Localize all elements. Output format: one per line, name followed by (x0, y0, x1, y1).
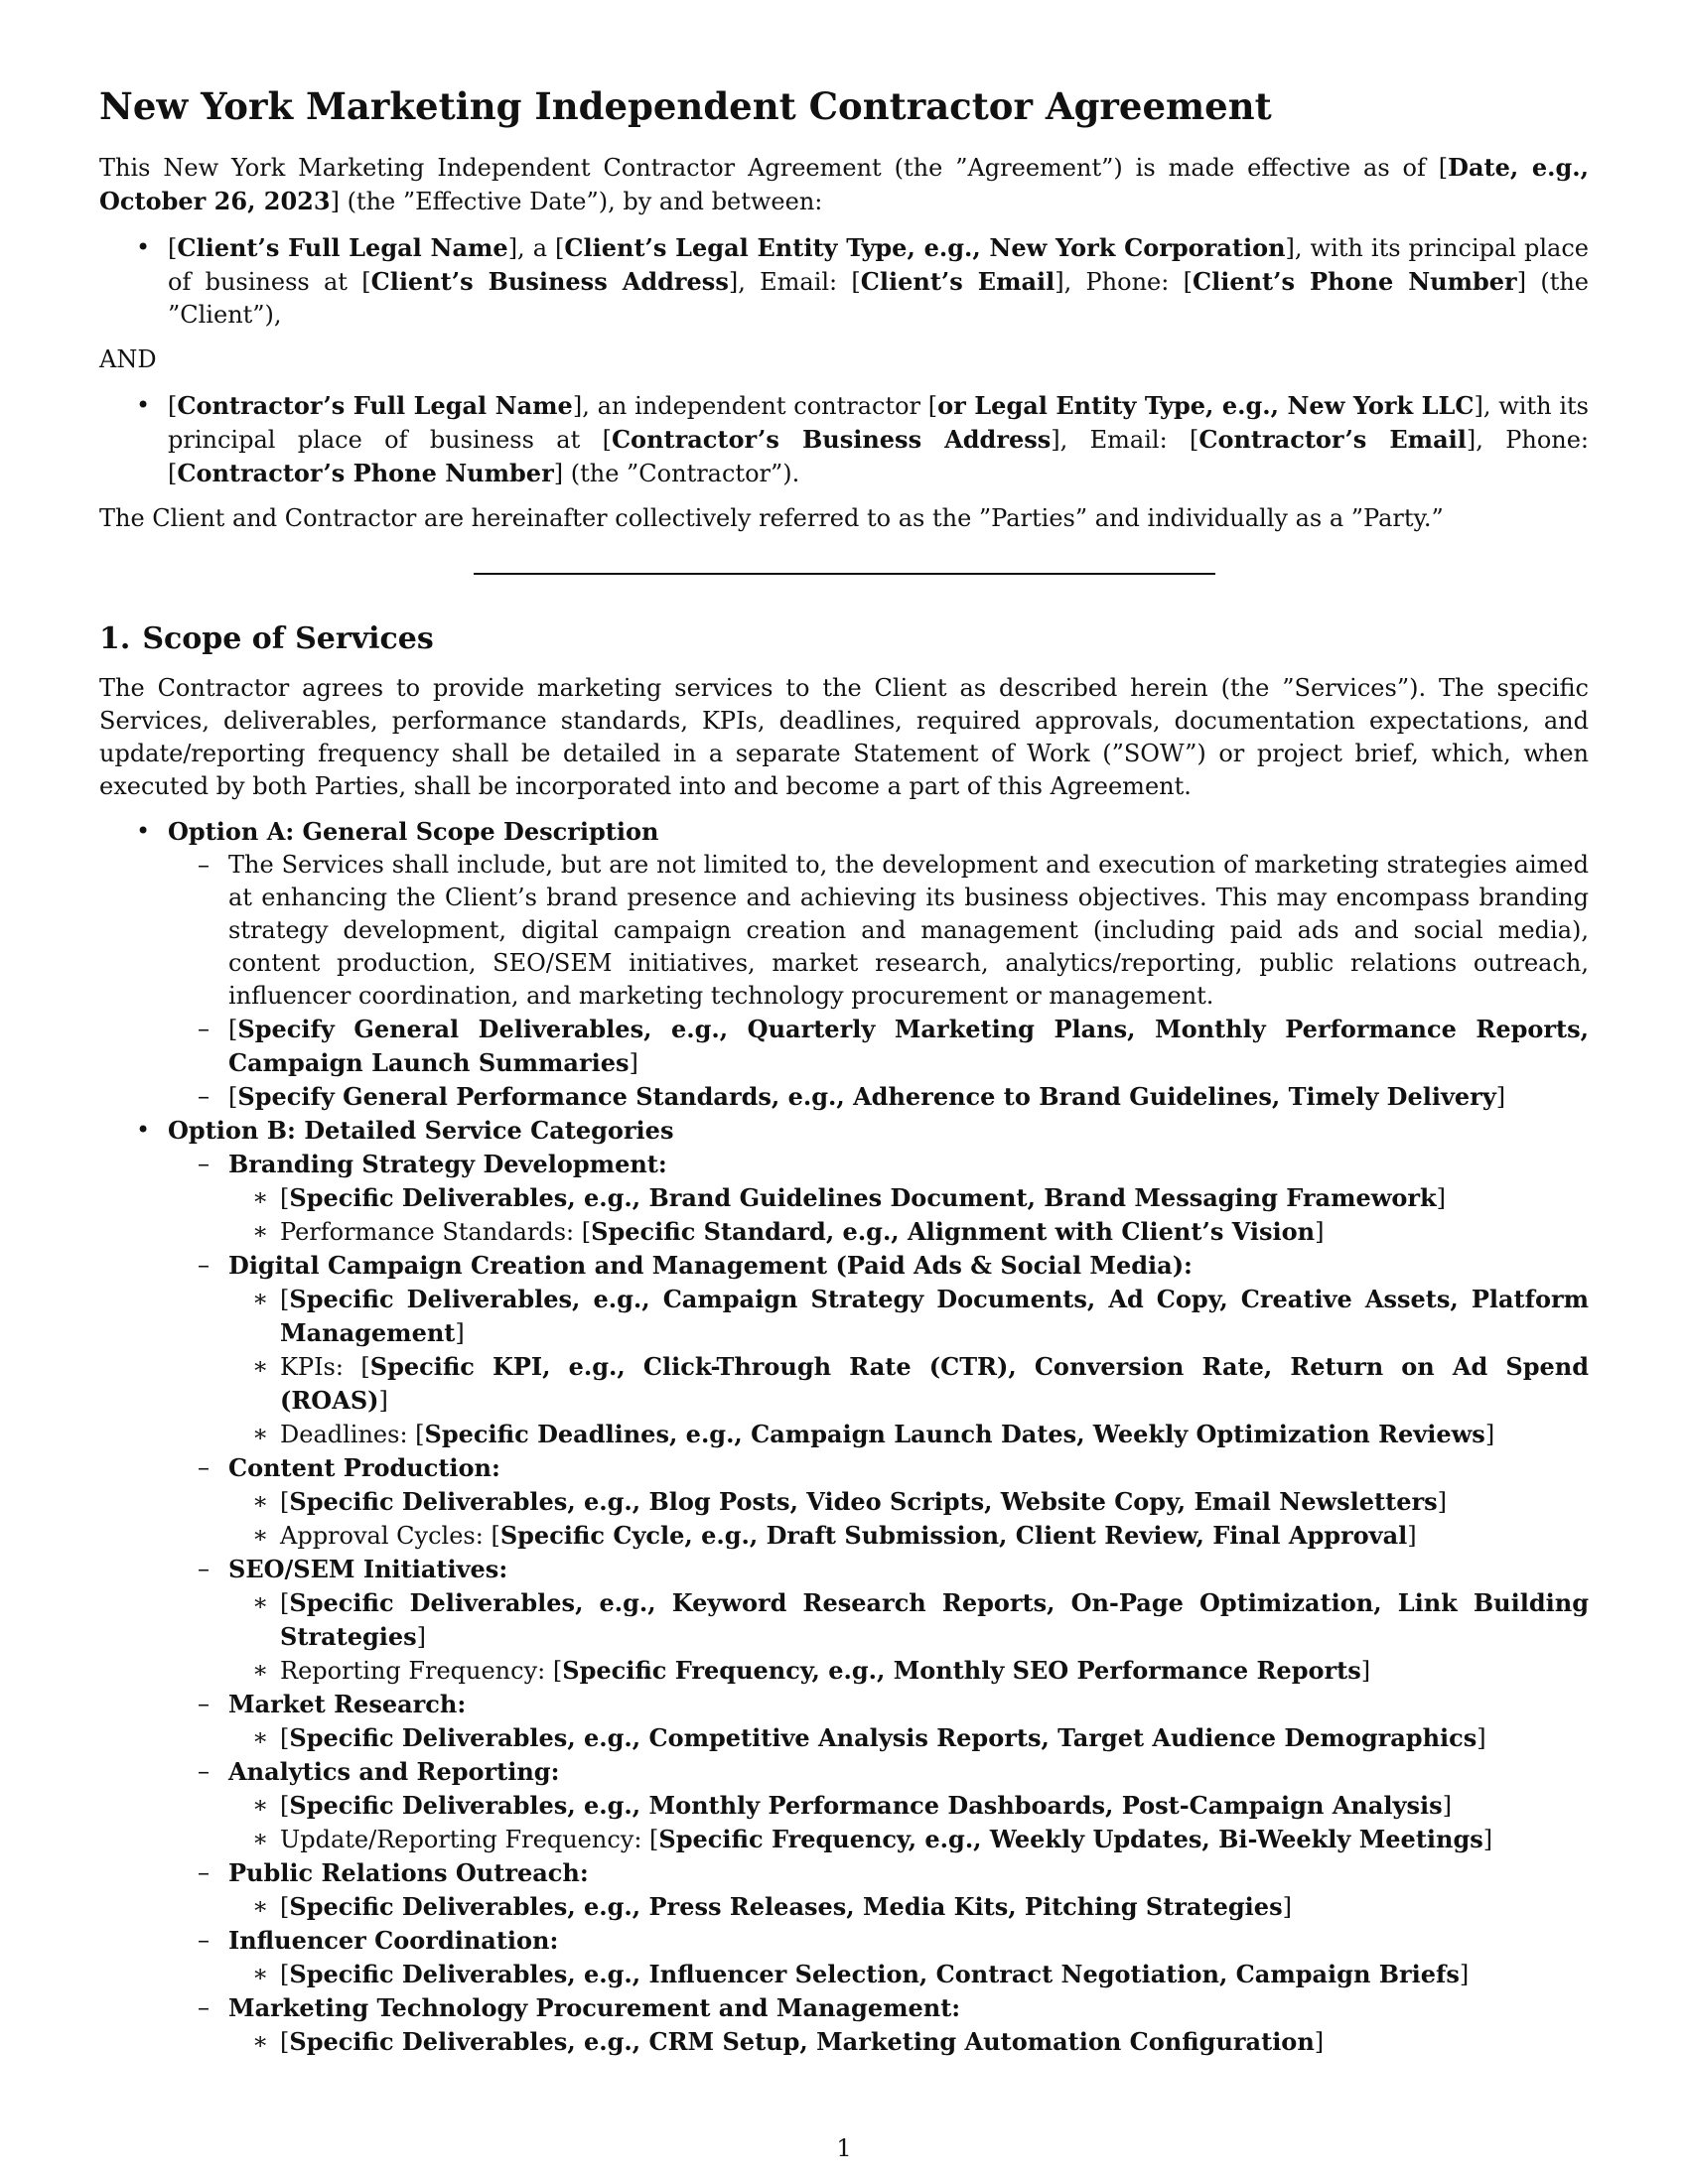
item-label: Reporting Frequency: (280, 1657, 553, 1685)
placeholder: Specific Frequency, e.g., Monthly SEO Performance Reports (562, 1656, 1361, 1685)
open-bracket: [ (280, 1961, 290, 1988)
star-marker: ∗ (252, 1960, 269, 1987)
category-title: Analytics and Reporting: (228, 1757, 560, 1786)
placeholder: Specify General Performance Standards, e.g., Adherence to Brand Guidelines, Timely Delivery (237, 1082, 1496, 1111)
category-branding (168, 1148, 1589, 1249)
contractor-party-list (99, 389, 1589, 490)
close-bracket: ] (1315, 1218, 1325, 1246)
placeholder: Specific Deliverables, e.g., Press Releases, Media Kits, Pitching Strategies (289, 1892, 1283, 1921)
open-bracket: [ (228, 1016, 238, 1043)
placeholder: Specific Deliverables, e.g., Competitive Analysis Reports, Target Audience Demographics (289, 1723, 1477, 1752)
intro-paragraph (99, 151, 1589, 218)
category-items (228, 1789, 1589, 1856)
category-digital (168, 1249, 1589, 1451)
bullet-marker: • (136, 817, 151, 845)
text-fragment: ], a [ (507, 234, 565, 262)
category-items (228, 1485, 1589, 1553)
effective-date-placeholder: Date, e.g., October 26, 2023 (99, 153, 1590, 215)
list-item (228, 1890, 1589, 1924)
section-title: Scope of Services (142, 621, 434, 656)
close-bracket: ] (416, 1623, 427, 1651)
category-items (228, 1181, 1589, 1249)
star-marker: ∗ (252, 1183, 269, 1211)
open-bracket: [ (415, 1421, 425, 1448)
dash-marker: – (198, 1757, 210, 1785)
list-item (228, 1586, 1589, 1654)
close-bracket: ] (1360, 1657, 1371, 1685)
category-content (168, 1451, 1589, 1553)
text-fragment: ] (the ”Contractor”). (553, 460, 800, 487)
client-name-placeholder: Client’s Full Legal Name (177, 233, 508, 262)
category-items (228, 1958, 1589, 1991)
close-bracket: ] (1436, 1184, 1447, 1212)
close-bracket: ] (1437, 1488, 1448, 1516)
list-item (228, 1789, 1589, 1823)
placeholder: Specific Deadlines, e.g., Campaign Launch Dates, Weekly Optimization Reviews (424, 1420, 1485, 1448)
list-item (228, 1181, 1589, 1215)
close-bracket: ] (378, 1387, 388, 1415)
category-items (228, 1890, 1589, 1924)
open-bracket: [ (280, 1724, 290, 1752)
category-title: Digital Campaign Creation and Management (Paid Ads & Social Media): (228, 1251, 1193, 1280)
list-item (228, 1350, 1589, 1418)
item-label: Performance Standards: (280, 1218, 582, 1246)
text-fragment: ], Email: [ (1051, 426, 1199, 454)
option-b (99, 1114, 1589, 2059)
open-bracket: [ (552, 1657, 563, 1685)
star-marker: ∗ (252, 1723, 269, 1751)
option-a-description: The Services shall include, but are not limited to, the development and execution of marketing strategies aimed at enhancing the Client’s brand presence and achieving its business objectives. This may encompass branding strategy development, digital campaign creation and management (including paid ads and social media), content production, SEO/SEM initiatives, market research, analytics/reporting, public relations outreach, influencer coordination, and marketing technology procurement or management. (228, 851, 1589, 1010)
contractor-address-placeholder: Contractor’s Business Address (611, 425, 1052, 454)
close-bracket: ] (1495, 1083, 1506, 1111)
open-bracket: [ (280, 1184, 290, 1212)
text-fragment: ], with its principal place of business at [ (168, 392, 1589, 454)
contractor-name-placeholder: Contractor’s Full Legal Name (177, 391, 573, 420)
star-marker: ∗ (252, 1420, 269, 1447)
category-martech (168, 1991, 1589, 2059)
list-item (228, 2025, 1589, 2059)
category-seo (168, 1553, 1589, 1688)
text-fragment: [ (168, 234, 178, 262)
list-item (228, 1721, 1589, 1755)
client-address-placeholder: Client’s Business Address (370, 267, 729, 296)
star-marker: ∗ (252, 2027, 269, 2055)
dash-marker: – (198, 1150, 210, 1177)
client-party (99, 231, 1589, 332)
category-items (228, 2025, 1589, 2059)
star-marker: ∗ (252, 1825, 269, 1852)
placeholder: Specific Frequency, e.g., Weekly Updates, Bi-Weekly Meetings (658, 1825, 1483, 1853)
star-marker: ∗ (252, 1521, 269, 1549)
section-heading (99, 620, 1589, 658)
page-number: 1 (836, 2134, 852, 2162)
item-label: KPIs: (280, 1353, 361, 1381)
horizontal-rule (474, 573, 1215, 575)
list-item (168, 849, 1589, 1013)
contractor-entity-placeholder: or Legal Entity Type, e.g., New York LLC (937, 391, 1475, 420)
text-fragment: ], an independent contractor [ (572, 392, 938, 420)
option-a (99, 815, 1589, 1114)
open-bracket: [ (228, 1083, 238, 1111)
option-a-title: Option A: General Scope Description (168, 817, 659, 846)
placeholder: Specific Deliverables, e.g., Influencer Selection, Contract Negotiation, Campaign Briefs (289, 1960, 1460, 1988)
open-bracket: [ (280, 1893, 290, 1921)
intro-text-end: ] (the ”Effective Date”), by and between: (330, 188, 823, 215)
close-bracket: ] (455, 1319, 465, 1347)
list-item (228, 1283, 1589, 1350)
list-item (228, 1519, 1589, 1553)
open-bracket: [ (649, 1826, 659, 1853)
item-label: Update/Reporting Frequency: (280, 1826, 650, 1853)
intro-text: This New York Marketing Independent Contractor Agreement (the ”Agreement”) is made effective as of [ (99, 154, 1449, 182)
client-party-list (99, 231, 1589, 332)
open-bracket: [ (581, 1218, 592, 1246)
and-separator: AND (99, 345, 157, 373)
close-bracket: ] (1477, 1724, 1486, 1752)
star-marker: ∗ (252, 1791, 269, 1819)
placeholder: Specific Deliverables, e.g., CRM Setup, Marketing Automation Configuration (289, 2027, 1315, 2056)
placeholder: Specific Cycle, e.g., Draft Submission, Client Review, Final Approval (499, 1521, 1408, 1550)
category-title: Market Research: (228, 1690, 467, 1718)
contractor-phone-placeholder: Contractor’s Phone Number (177, 459, 554, 487)
item-label: Approval Cycles: (280, 1522, 492, 1550)
category-public-relations (168, 1856, 1589, 1924)
dash-marker: – (198, 1015, 210, 1042)
open-bracket: [ (280, 1488, 290, 1516)
item-label: Deadlines: (280, 1421, 416, 1448)
open-bracket: [ (280, 1286, 290, 1313)
bullet-marker: • (136, 1116, 151, 1144)
category-title: Influencer Coordination: (228, 1926, 559, 1955)
category-title: SEO/SEM Initiatives: (228, 1555, 508, 1583)
list-item (228, 1823, 1589, 1856)
close-bracket: ] (1407, 1522, 1417, 1550)
category-influencer (168, 1924, 1589, 1991)
category-analytics (168, 1755, 1589, 1856)
section-number: 1. (99, 621, 131, 656)
dash-marker: – (198, 1251, 210, 1279)
dash-marker: – (198, 851, 210, 879)
document-title: New York Marketing Independent Contractor Agreement (99, 84, 1272, 128)
contractor-email-placeholder: Contractor’s Email (1198, 425, 1467, 454)
parties-definition: The Client and Contractor are hereinafter collectively referred to as the ”Parties” and individually as a ”Party.” (99, 504, 1444, 532)
client-entity-placeholder: Client’s Legal Entity Type, e.g., New York Corporation (564, 233, 1286, 262)
category-items (228, 1721, 1589, 1755)
placeholder: Specific Deliverables, e.g., Blog Posts, Video Scripts, Website Copy, Email Newsletters (289, 1487, 1438, 1516)
client-phone-placeholder: Client’s Phone Number (1192, 267, 1517, 296)
option-b-title: Option B: Detailed Service Categories (168, 1116, 674, 1145)
list-item (228, 1418, 1589, 1451)
dash-marker: – (198, 1082, 210, 1110)
dash-marker: – (198, 1453, 210, 1481)
placeholder: Specific Deliverables, e.g., Campaign Strategy Documents, Ad Copy, Creative Assets, Platform Management (280, 1285, 1589, 1347)
close-bracket: ] (629, 1049, 638, 1077)
list-item (168, 1080, 1589, 1114)
close-bracket: ] (1482, 1826, 1493, 1853)
category-market-research (168, 1688, 1589, 1755)
open-bracket: [ (360, 1353, 370, 1381)
list-item (228, 1215, 1589, 1249)
star-marker: ∗ (252, 1352, 269, 1380)
close-bracket: ] (1314, 2028, 1325, 2056)
star-marker: ∗ (252, 1892, 269, 1920)
open-bracket: [ (280, 2028, 290, 2056)
placeholder: Specific Deliverables, e.g., Brand Guidelines Document, Brand Messaging Framework (289, 1183, 1437, 1212)
client-email-placeholder: Client’s Email (860, 267, 1055, 296)
dash-marker: – (198, 1690, 210, 1717)
category-title: Branding Strategy Development: (228, 1150, 667, 1178)
option-b-categories (168, 1148, 1589, 2059)
bullet-marker: • (136, 391, 151, 419)
placeholder: Specific Deliverables, e.g., Keyword Research Reports, On-Page Optimization, Link Building Strategies (280, 1588, 1589, 1651)
category-items (228, 1586, 1589, 1688)
close-bracket: ] (1442, 1792, 1452, 1820)
section-body: The Contractor agrees to provide marketing services to the Client as described herein (the ”Services”). The specific Services, deliverables, performance standards, KPIs, deadlines, required approvals, documentation expectations, and update/reporting frequency shall be detailed in a separate Statement of Work (”SOW”) or project brief, which, when executed by both Parties, shall be incorporated into and become a part of this Agreement. (99, 674, 1589, 800)
contractor-party (99, 389, 1589, 490)
dash-marker: – (198, 1858, 210, 1886)
list-item (228, 1654, 1589, 1688)
star-marker: ∗ (252, 1588, 269, 1616)
placeholder: Specify General Deliverables, e.g., Quarterly Marketing Plans, Monthly Performance Reports, Campaign Launch Summaries (228, 1015, 1589, 1077)
text-fragment: ], with its principal place of business at [ (168, 234, 1590, 296)
list-item (228, 1485, 1589, 1519)
category-title: Public Relations Outreach: (228, 1858, 589, 1887)
placeholder: Specific Standard, e.g., Alignment with Client’s Vision (591, 1217, 1316, 1246)
category-items (228, 1283, 1589, 1451)
placeholder: Specific KPI, e.g., Click-Through Rate (CTR), Conversion Rate, Return on Ad Spend (ROAS) (280, 1352, 1589, 1415)
list-item (228, 1958, 1589, 1991)
document-page (99, 83, 1589, 2059)
text-fragment: ], Phone: [ (168, 426, 1590, 487)
bullet-marker: • (136, 233, 151, 261)
text-fragment: ] (the ”Client”), (168, 268, 1590, 329)
dash-marker: – (198, 1926, 210, 1954)
close-bracket: ] (1484, 1421, 1495, 1448)
star-marker: ∗ (252, 1656, 269, 1684)
star-marker: ∗ (252, 1487, 269, 1515)
close-bracket: ] (1282, 1893, 1292, 1921)
dash-marker: – (198, 1993, 210, 2021)
text-fragment: [ (168, 392, 178, 420)
category-title: Marketing Technology Procurement and Management: (228, 1993, 961, 2022)
dash-marker: – (198, 1555, 210, 1582)
option-a-items (168, 849, 1589, 1114)
star-marker: ∗ (252, 1285, 269, 1312)
open-bracket: [ (280, 1792, 290, 1820)
text-fragment: ], Phone: [ (1055, 268, 1193, 296)
placeholder: Specific Deliverables, e.g., Monthly Performance Dashboards, Post-Campaign Analysis (289, 1791, 1443, 1820)
open-bracket: [ (491, 1522, 500, 1550)
list-item (168, 1013, 1589, 1080)
scope-options-list (99, 815, 1589, 2059)
category-title: Content Production: (228, 1453, 500, 1482)
close-bracket: ] (1459, 1961, 1470, 1988)
open-bracket: [ (280, 1589, 290, 1617)
star-marker: ∗ (252, 1217, 269, 1245)
text-fragment: ], Email: [ (728, 268, 861, 296)
